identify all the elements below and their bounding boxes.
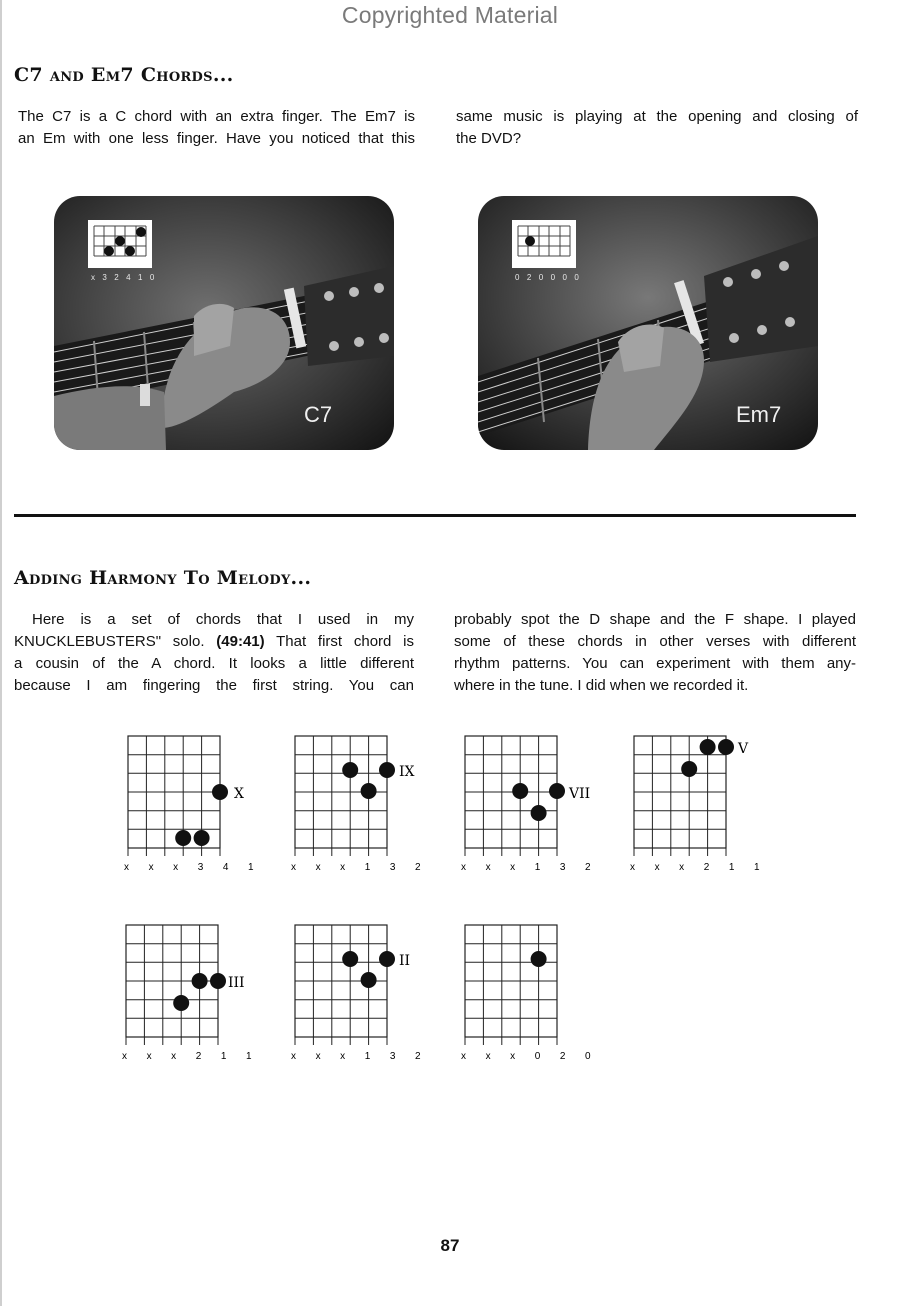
finger-dot bbox=[718, 739, 734, 755]
text-line: where in the tune. I did when we recorded it. bbox=[454, 677, 749, 694]
finger-dot bbox=[173, 995, 189, 1011]
finger-dot bbox=[210, 973, 226, 989]
text-segment: That first chord is bbox=[264, 633, 414, 650]
fingering-label: x x x 1 3 2 bbox=[291, 862, 429, 873]
watermark: Copyrighted Material bbox=[341, 2, 559, 28]
photo-fingering-label: 0 2 0 0 0 0 bbox=[515, 273, 582, 282]
chord-diagram-1 bbox=[124, 736, 262, 873]
page-number: 87 bbox=[440, 1236, 460, 1255]
photo-fingering-label: x 3 2 4 1 0 bbox=[91, 273, 157, 282]
chord-diagram-5 bbox=[122, 925, 260, 1062]
text-line: probably spot the D shape and the F shape. I played bbox=[454, 611, 856, 628]
finger-dot bbox=[681, 761, 697, 777]
fingering-label: x x x 3 4 1 bbox=[124, 862, 262, 873]
finger-dot bbox=[700, 739, 716, 755]
text-line: an Em with one less finger. Have you noticed that this bbox=[18, 130, 415, 147]
finger-dot bbox=[531, 805, 547, 821]
text-segment: KNUCKLEBUSTERS" solo. bbox=[14, 633, 217, 650]
chord-diagram-3 bbox=[461, 736, 599, 873]
chord-diagram-4 bbox=[630, 736, 768, 873]
finger-dot bbox=[342, 951, 358, 967]
text-line: the DVD? bbox=[456, 130, 522, 147]
chord-diagram-7 bbox=[461, 925, 599, 1062]
chord-diagram-2 bbox=[291, 736, 429, 873]
chord-diagram-6 bbox=[291, 925, 429, 1062]
fret-position-label: III bbox=[228, 975, 245, 991]
finger-dot bbox=[212, 784, 228, 800]
text-line: same music is playing at the opening and closing of bbox=[456, 108, 858, 125]
finger-dot bbox=[379, 951, 395, 967]
finger-dot bbox=[379, 762, 395, 778]
photo-caption: Em7 bbox=[736, 402, 782, 427]
finger-dot bbox=[194, 830, 210, 846]
fret-position-label: II bbox=[399, 953, 411, 969]
fingering-label: x x x 0 2 0 bbox=[461, 1051, 599, 1062]
finger-dot bbox=[361, 972, 377, 988]
text-line: some of these chords in other verses with different bbox=[454, 633, 856, 650]
text-line: a cousin of the A chord. It looks a little different bbox=[14, 655, 414, 672]
text-line: The C7 is a C chord with an extra finger. The Em7 is bbox=[18, 108, 415, 125]
text-line: Here is a set of chords that I used in my bbox=[32, 611, 414, 628]
fret-position-label: VII bbox=[569, 786, 591, 802]
fret-position-label: V bbox=[738, 741, 749, 757]
finger-dot bbox=[512, 783, 528, 799]
finger-dot bbox=[361, 783, 377, 799]
fingering-label: x x x 1 3 2 bbox=[291, 1051, 429, 1062]
fret-position-label: X bbox=[234, 786, 244, 802]
finger-dot bbox=[342, 762, 358, 778]
fingering-label: x x x 1 3 2 bbox=[461, 862, 599, 873]
finger-dot bbox=[175, 830, 191, 846]
text-line: rhythm patterns. You can experiment with them any- bbox=[454, 655, 856, 672]
section-heading-c7-em7: C7 and Em7 Chords... bbox=[14, 64, 234, 86]
fingering-label: x x x 2 1 1 bbox=[630, 862, 768, 873]
fret-position-label: IX bbox=[399, 764, 415, 780]
fingering-label: x x x 2 1 1 bbox=[122, 1051, 260, 1062]
finger-dot bbox=[531, 951, 547, 967]
section-heading-adding-harmony: Adding Harmony To Melody... bbox=[14, 567, 312, 589]
photo-caption: C7 bbox=[304, 402, 333, 427]
finger-dot bbox=[192, 973, 208, 989]
timestamp: (49:41) bbox=[216, 633, 265, 650]
finger-dot bbox=[549, 783, 565, 799]
text-line: because I am fingering the first string. You can bbox=[14, 677, 414, 694]
